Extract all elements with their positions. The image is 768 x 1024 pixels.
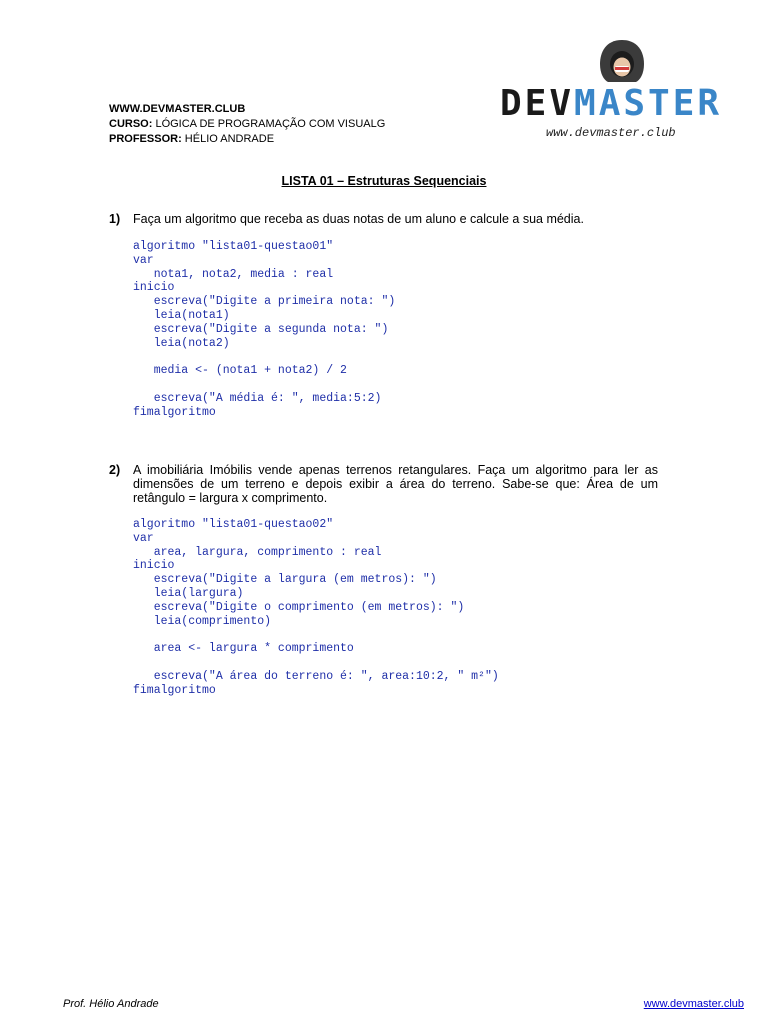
course-name: LÓGICA DE PROGRAMAÇÃO COM VISUALG bbox=[155, 118, 386, 130]
list-title-text: LISTA 01 – Estruturas Sequenciais bbox=[281, 174, 487, 188]
logo-url: www.devmaster.club bbox=[546, 126, 676, 140]
footer-author: Prof. Hélio Andrade bbox=[63, 998, 159, 1010]
question-1-code: algoritmo "lista01-questao01" var nota1, nota2, media : real inicio escreva("Digite a primeira nota: ") leia(nota1) escreva("Digite a segunda nota: ") leia(nota2) media <- (nota1 + nota2) / 2 escreva("A média é: ", media:5:2) fimalgoritmo bbox=[133, 240, 396, 419]
hooded-figure-icon bbox=[500, 36, 745, 86]
question-1-text: Faça um algoritmo que receba as duas notas de um aluno e calcule a sua média. bbox=[133, 212, 584, 226]
devmaster-logo bbox=[500, 36, 745, 146]
logo-word-master: MASTER bbox=[574, 83, 723, 124]
question-1 bbox=[109, 212, 658, 226]
question-2-text: A imobiliária Imóbilis vende apenas terrenos retangulares. Faça um algoritmo para ler as dimensões de um terreno e depois exibir a área do terreno. Sabe-se que: Área de um retângulo = largura x comprimento. bbox=[133, 463, 658, 505]
question-2-number: 2) bbox=[109, 463, 121, 477]
course-label: CURSO: bbox=[109, 118, 153, 130]
question-2-code: algoritmo "lista01-questao02" var area, largura, comprimento : real inicio escreva("Digite a largura (em metros): ") leia(largura) escreva("Digite o comprimento (em metros): ") leia(comprimento) area <- largura * comprimento escreva("A área do terreno é: ", area:10:2, " m²") fimalgoritmo bbox=[133, 518, 499, 697]
footer-link[interactable]: www.devmaster.club bbox=[643, 998, 744, 1010]
logo-wordmark bbox=[500, 83, 723, 124]
professor-label: PROFESSOR: bbox=[109, 133, 182, 145]
question-1-number: 1) bbox=[109, 212, 121, 226]
list-title bbox=[0, 174, 768, 188]
question-2 bbox=[109, 463, 658, 505]
professor-name: HÉLIO ANDRADE bbox=[184, 133, 275, 145]
logo-word-dev: DEV bbox=[500, 83, 575, 124]
site-name: WWW.DEVMASTER.CLUB bbox=[109, 103, 246, 115]
header-info bbox=[109, 102, 385, 147]
